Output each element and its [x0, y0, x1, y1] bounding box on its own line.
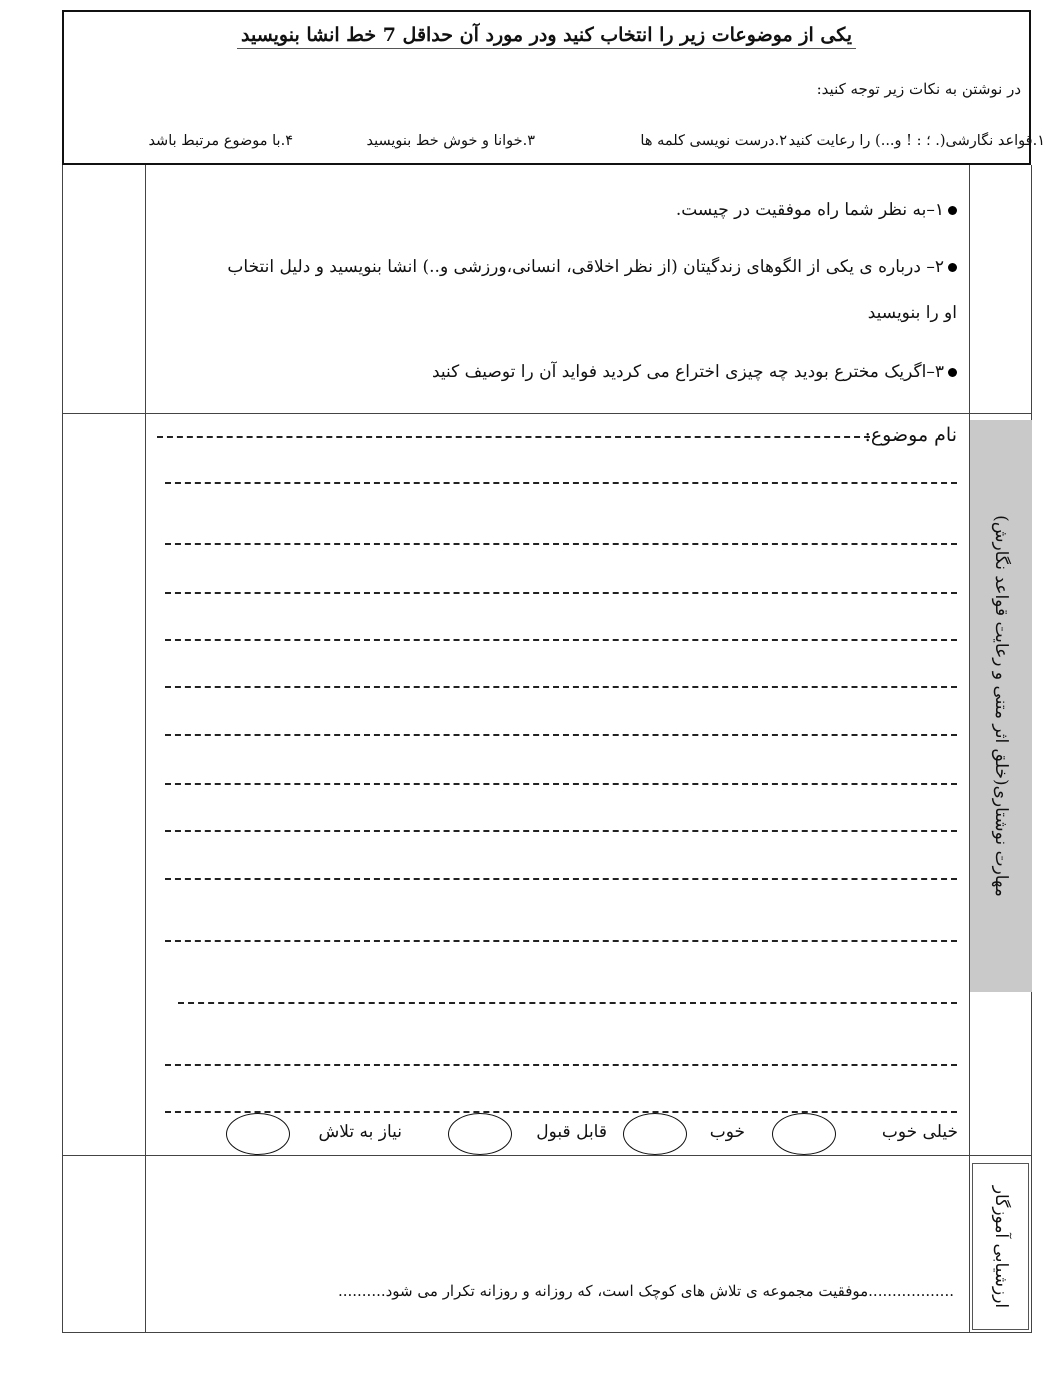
topic-3: ۳–اگریک مخترع بودید چه چیزی اختراع می کردید فواید آن را توصیف کنید [432, 362, 957, 382]
rule-3: ۳.خوانا و خوش خط بنویسید [366, 133, 535, 149]
bullet-icon [948, 263, 957, 272]
table-border-bottom [62, 1332, 1032, 1333]
writing-line[interactable] [165, 734, 957, 736]
evaluation-label: ارزشیابی آموزگار [990, 1185, 1011, 1308]
grade-needs-effort-circle[interactable] [226, 1113, 290, 1155]
table-row-divider [62, 413, 1032, 414]
writing-line[interactable] [165, 639, 957, 641]
table-column-divider [145, 165, 146, 1333]
grade-good: خوب [709, 1122, 745, 1142]
writing-line[interactable] [165, 1064, 957, 1066]
grade-good-circle[interactable] [623, 1113, 687, 1155]
grade-acceptable-circle[interactable] [448, 1113, 512, 1155]
writing-line[interactable] [165, 940, 957, 942]
motto-text: ..................موفقیت مجموعه ی تلاش های کوچک است، که روزانه و روزانه تکرار می شود.......... [337, 1282, 954, 1300]
writing-line[interactable] [165, 592, 957, 594]
grade-needs-effort: نیاز به تلاش [318, 1122, 402, 1142]
page-title: یکی از موضوعات زیر را انتخاب کنید ودر مورد آن حداقل 7 خط انشا بنویسید [62, 24, 1031, 46]
writing-line[interactable] [165, 1111, 957, 1113]
bullet-icon [948, 206, 957, 215]
writing-line[interactable] [165, 830, 957, 832]
rule-4: ۴.با موضوع مرتبط باشد [148, 133, 293, 149]
grade-very-good: خیلی خوب [881, 1122, 958, 1142]
topic-1: ۱–به نظر شما راه موفقیت در چیست. [676, 200, 957, 220]
notes-intro: در نوشتن به نکات زیر توجه کنید: [816, 80, 1021, 98]
subject-line[interactable] [157, 436, 870, 438]
writing-line[interactable] [165, 482, 957, 484]
topic-2-continued: او را بنویسید [867, 303, 957, 323]
grade-acceptable: قابل قبول [536, 1122, 607, 1142]
skill-label: مهارت نوشتاری(خلق اثر متنی و رعایت قواعد نگارش) [991, 515, 1011, 897]
grade-very-good-circle[interactable] [772, 1113, 836, 1155]
writing-line[interactable] [178, 1002, 957, 1004]
subject-label: نام موضوع: [864, 424, 957, 446]
writing-line[interactable] [165, 878, 957, 880]
writing-line[interactable] [165, 543, 957, 545]
table-row-divider [62, 1155, 1032, 1156]
topic-2: ۲– درباره ی یکی از الگوهای زندگیتان (از نظر اخلاقی، انسانی،ورزشی و..) انشا بنویسید و دلیل انتخاب [227, 257, 957, 277]
rule-1: ۱.قواعد نگارشی(. ؛ : ! و...) را رعایت کنید [788, 133, 1045, 149]
writing-line[interactable] [165, 686, 957, 688]
writing-line[interactable] [165, 783, 957, 785]
rule-2: ۲.درست نویسی کلمه ها [640, 133, 787, 149]
table-border-left [62, 165, 63, 1333]
bullet-icon [948, 368, 957, 377]
